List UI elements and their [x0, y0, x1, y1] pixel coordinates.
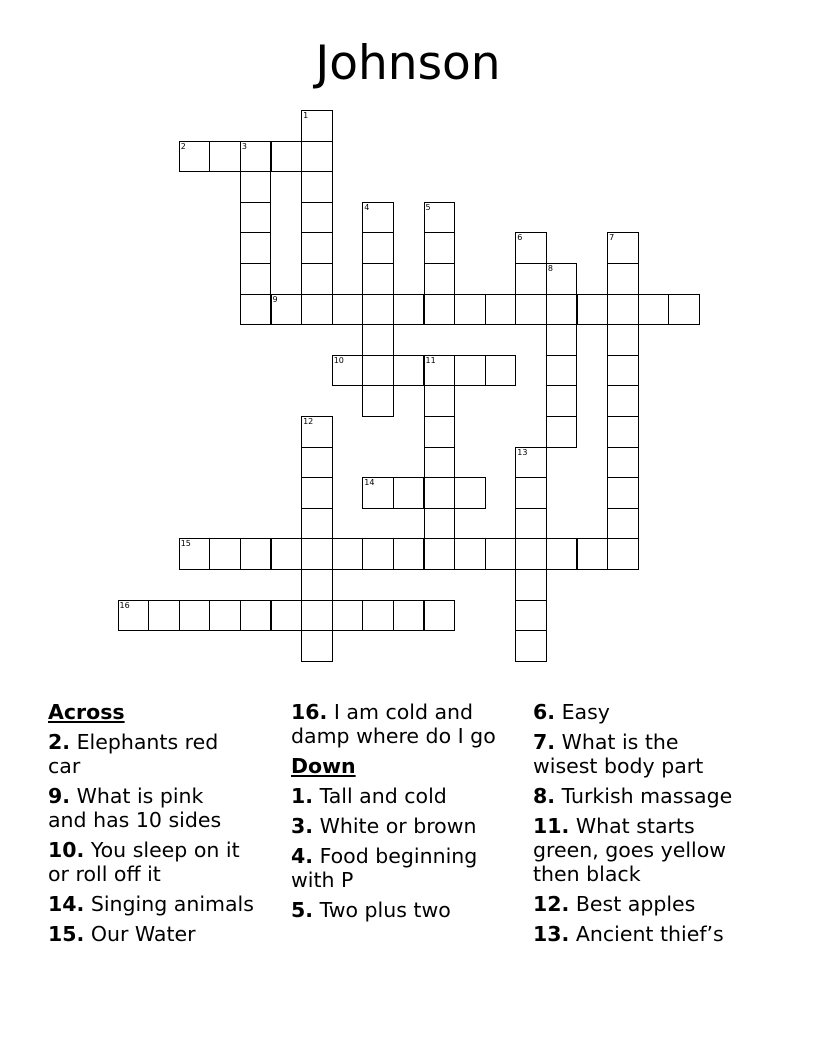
- grid-cell[interactable]: [362, 232, 394, 264]
- grid-cell[interactable]: [607, 538, 639, 570]
- grid-cell[interactable]: [271, 141, 303, 173]
- grid-cell[interactable]: [240, 232, 272, 264]
- clue: [48, 784, 254, 832]
- grid-cell[interactable]: [301, 171, 333, 203]
- grid-cell[interactable]: [240, 141, 272, 173]
- clue: [533, 700, 732, 724]
- clue-text: What starts: [569, 814, 695, 838]
- grid-cell[interactable]: [332, 538, 364, 570]
- grid-cell[interactable]: [607, 294, 639, 326]
- cell-number: 6: [517, 233, 523, 243]
- clue: [48, 922, 254, 946]
- clue: [533, 814, 732, 886]
- grid-cell[interactable]: [454, 538, 486, 570]
- grid-cell[interactable]: [209, 538, 241, 570]
- grid-cell[interactable]: [515, 630, 547, 662]
- grid-cell[interactable]: [546, 538, 578, 570]
- grid-cell[interactable]: [301, 477, 333, 509]
- grid-cell[interactable]: [240, 538, 272, 570]
- cell-number: 13: [517, 447, 528, 457]
- cell-number: 9: [272, 294, 278, 304]
- clue-text: Food beginning: [313, 844, 478, 868]
- clue: [291, 814, 496, 838]
- grid-cell[interactable]: [301, 508, 333, 540]
- clue-text-continued: green, goes yellow: [533, 838, 727, 862]
- grid-cell[interactable]: [301, 202, 333, 234]
- cell-number: 4: [364, 202, 370, 212]
- clue-number: 5.: [291, 898, 314, 922]
- grid-cell[interactable]: [362, 355, 394, 387]
- grid-cell[interactable]: [362, 477, 394, 509]
- clue-text: Easy: [555, 700, 610, 724]
- clue-text-continued: car: [48, 754, 81, 778]
- grid-cell[interactable]: [607, 263, 639, 295]
- grid-cell[interactable]: [607, 324, 639, 356]
- clue-number: 3.: [291, 814, 314, 838]
- grid-cell[interactable]: [240, 202, 272, 234]
- clue-column-3: [533, 700, 732, 952]
- grid-cell[interactable]: [179, 538, 211, 570]
- grid-cell[interactable]: [393, 538, 425, 570]
- clue-text: Ancient thief’s: [569, 922, 724, 946]
- cell-number: 15: [180, 539, 191, 549]
- grid-cell[interactable]: [515, 447, 547, 479]
- grid-cell[interactable]: [515, 538, 547, 570]
- clue: [291, 844, 496, 892]
- grid-cell[interactable]: [240, 294, 272, 326]
- grid-cell[interactable]: [240, 600, 272, 632]
- grid-cell[interactable]: [301, 294, 333, 326]
- grid-cell[interactable]: [424, 538, 456, 570]
- grid-cell[interactable]: [301, 141, 333, 173]
- clue-number: 11.: [533, 814, 570, 838]
- grid-cell[interactable]: [393, 477, 425, 509]
- clue-number: 2.: [48, 730, 71, 754]
- clue: [533, 922, 732, 946]
- grid-cell[interactable]: [607, 416, 639, 448]
- grid-cell[interactable]: [546, 355, 578, 387]
- grid-cell[interactable]: [301, 232, 333, 264]
- puzzle-title: Johnson: [315, 36, 501, 91]
- cell-number: 10: [333, 355, 344, 365]
- clue-text: Turkish massage: [555, 784, 733, 808]
- cell-number: 2: [180, 141, 186, 151]
- clue-number: 7.: [533, 730, 556, 754]
- clue-number: 16.: [291, 700, 328, 724]
- clue: [533, 892, 732, 916]
- grid-cell[interactable]: [607, 355, 639, 387]
- grid-cell[interactable]: [271, 294, 303, 326]
- grid-cell[interactable]: [515, 477, 547, 509]
- grid-cell[interactable]: [515, 508, 547, 540]
- cell-number: 11: [425, 355, 436, 365]
- grid-cell[interactable]: [515, 600, 547, 632]
- grid-cell[interactable]: [424, 447, 456, 479]
- grid-cell[interactable]: [362, 294, 394, 326]
- grid-cell[interactable]: [485, 294, 517, 326]
- clue-text-continued: and has 10 sides: [48, 808, 222, 832]
- grid-cell[interactable]: [424, 477, 456, 509]
- clue-text-continued: damp where do I go: [291, 724, 496, 748]
- grid-cell[interactable]: [607, 508, 639, 540]
- grid-cell[interactable]: [424, 416, 456, 448]
- grid-cell[interactable]: [607, 385, 639, 417]
- grid-cell[interactable]: [424, 294, 456, 326]
- grid-cell[interactable]: [332, 294, 364, 326]
- grid-cell[interactable]: [515, 232, 547, 264]
- clue: [291, 784, 496, 808]
- grid-cell[interactable]: [515, 569, 547, 601]
- grid-cell[interactable]: [577, 294, 609, 326]
- grid-cell[interactable]: [515, 294, 547, 326]
- clue-text: Best apples: [569, 892, 696, 916]
- clue-text: Two plus two: [313, 898, 451, 922]
- grid-cell[interactable]: [454, 294, 486, 326]
- grid-cell[interactable]: [638, 294, 670, 326]
- grid-cell[interactable]: [607, 232, 639, 264]
- grid-cell[interactable]: [271, 538, 303, 570]
- clue-number: 15.: [48, 922, 85, 946]
- clue-text: Singing animals: [84, 892, 254, 916]
- clue-text-continued: or roll off it: [48, 862, 161, 886]
- grid-cell[interactable]: [607, 477, 639, 509]
- clue: [48, 892, 254, 916]
- clue: [291, 700, 496, 748]
- grid-cell[interactable]: [424, 385, 456, 417]
- cell-number: 7: [609, 233, 615, 243]
- grid-cell[interactable]: [301, 569, 333, 601]
- grid-cell[interactable]: [485, 538, 517, 570]
- grid-cell[interactable]: [301, 538, 333, 570]
- grid-cell[interactable]: [668, 294, 700, 326]
- clue-text: Elephants red: [70, 730, 219, 754]
- clue-column-1: [48, 700, 254, 952]
- clue: [533, 784, 732, 808]
- grid-cell[interactable]: [332, 355, 364, 387]
- grid-cell[interactable]: [362, 385, 394, 417]
- grid-cell[interactable]: [424, 202, 456, 234]
- grid-cell[interactable]: [546, 324, 578, 356]
- clue-text: What is the: [555, 730, 679, 754]
- grid-cell[interactable]: [424, 508, 456, 540]
- grid-cell[interactable]: [209, 600, 241, 632]
- clue-number: 12.: [533, 892, 570, 916]
- clue: [48, 730, 254, 778]
- clue: [291, 898, 496, 922]
- grid-cell[interactable]: [148, 600, 180, 632]
- clue-text: I am cold and: [327, 700, 474, 724]
- grid-cell[interactable]: [179, 141, 211, 173]
- grid-cell[interactable]: [546, 416, 578, 448]
- cell-number: 16: [119, 600, 130, 610]
- clue-number: 6.: [533, 700, 556, 724]
- cell-number: 12: [303, 417, 314, 426]
- clue-number: 1.: [291, 784, 314, 808]
- clue-text: What is pink: [70, 784, 204, 808]
- cell-number: 5: [425, 202, 431, 212]
- grid-cell[interactable]: [332, 600, 364, 632]
- clue-text: White or brown: [313, 814, 477, 838]
- clue-text: You sleep on it: [84, 838, 240, 862]
- cell-number: 1: [303, 111, 309, 120]
- clue-number: 13.: [533, 922, 570, 946]
- clue-number: 4.: [291, 844, 314, 868]
- grid-cell[interactable]: [362, 263, 394, 295]
- grid-cell[interactable]: [179, 600, 211, 632]
- clue-text: Our Water: [84, 922, 196, 946]
- grid-cell[interactable]: [301, 110, 333, 142]
- grid-cell[interactable]: [362, 324, 394, 356]
- grid-cell[interactable]: [271, 600, 303, 632]
- grid-cell[interactable]: [301, 263, 333, 295]
- clue-number: 8.: [533, 784, 556, 808]
- grid-cell[interactable]: [301, 630, 333, 662]
- grid-cell[interactable]: [454, 477, 486, 509]
- grid-cell[interactable]: [424, 600, 456, 632]
- cell-number: 14: [364, 478, 375, 488]
- clue-column-2: [291, 700, 496, 928]
- grid-cell[interactable]: [362, 538, 394, 570]
- clue-number: 10.: [48, 838, 85, 862]
- grid-cell[interactable]: [240, 263, 272, 295]
- grid-cell[interactable]: [454, 355, 486, 387]
- cell-number: 8: [547, 264, 553, 273]
- grid-cell[interactable]: [577, 538, 609, 570]
- grid-cell[interactable]: [393, 294, 425, 326]
- grid-cell[interactable]: [301, 447, 333, 479]
- grid-cell[interactable]: [393, 600, 425, 632]
- clue-text-continued: with P: [291, 868, 354, 892]
- grid-cell[interactable]: [485, 355, 517, 387]
- clue-section-heading: Down: [291, 754, 356, 778]
- grid-cell[interactable]: [546, 294, 578, 326]
- clue: [533, 730, 732, 778]
- clue-text: Tall and cold: [313, 784, 447, 808]
- grid-cell[interactable]: [209, 141, 241, 173]
- grid-cell[interactable]: [393, 355, 425, 387]
- grid-cell[interactable]: [424, 232, 456, 264]
- grid-cell[interactable]: [515, 263, 547, 295]
- grid-cell[interactable]: [362, 600, 394, 632]
- grid-cell[interactable]: [118, 600, 150, 632]
- grid-cell[interactable]: [424, 263, 456, 295]
- grid-cell[interactable]: [607, 447, 639, 479]
- grid-cell[interactable]: [546, 385, 578, 417]
- grid-cell[interactable]: [362, 202, 394, 234]
- clue-number: 14.: [48, 892, 85, 916]
- grid-cell[interactable]: [301, 416, 333, 448]
- grid-cell[interactable]: [546, 263, 578, 295]
- clue-section-heading: Across: [48, 700, 125, 724]
- clue-text-continued: then black: [533, 862, 641, 886]
- clue: [48, 838, 254, 886]
- grid-cell[interactable]: [301, 600, 333, 632]
- grid-cell[interactable]: [240, 171, 272, 203]
- cell-number: 3: [241, 141, 247, 151]
- clue-text-continued: wisest body part: [533, 754, 704, 778]
- grid-cell[interactable]: [424, 355, 456, 387]
- clue-number: 9.: [48, 784, 71, 808]
